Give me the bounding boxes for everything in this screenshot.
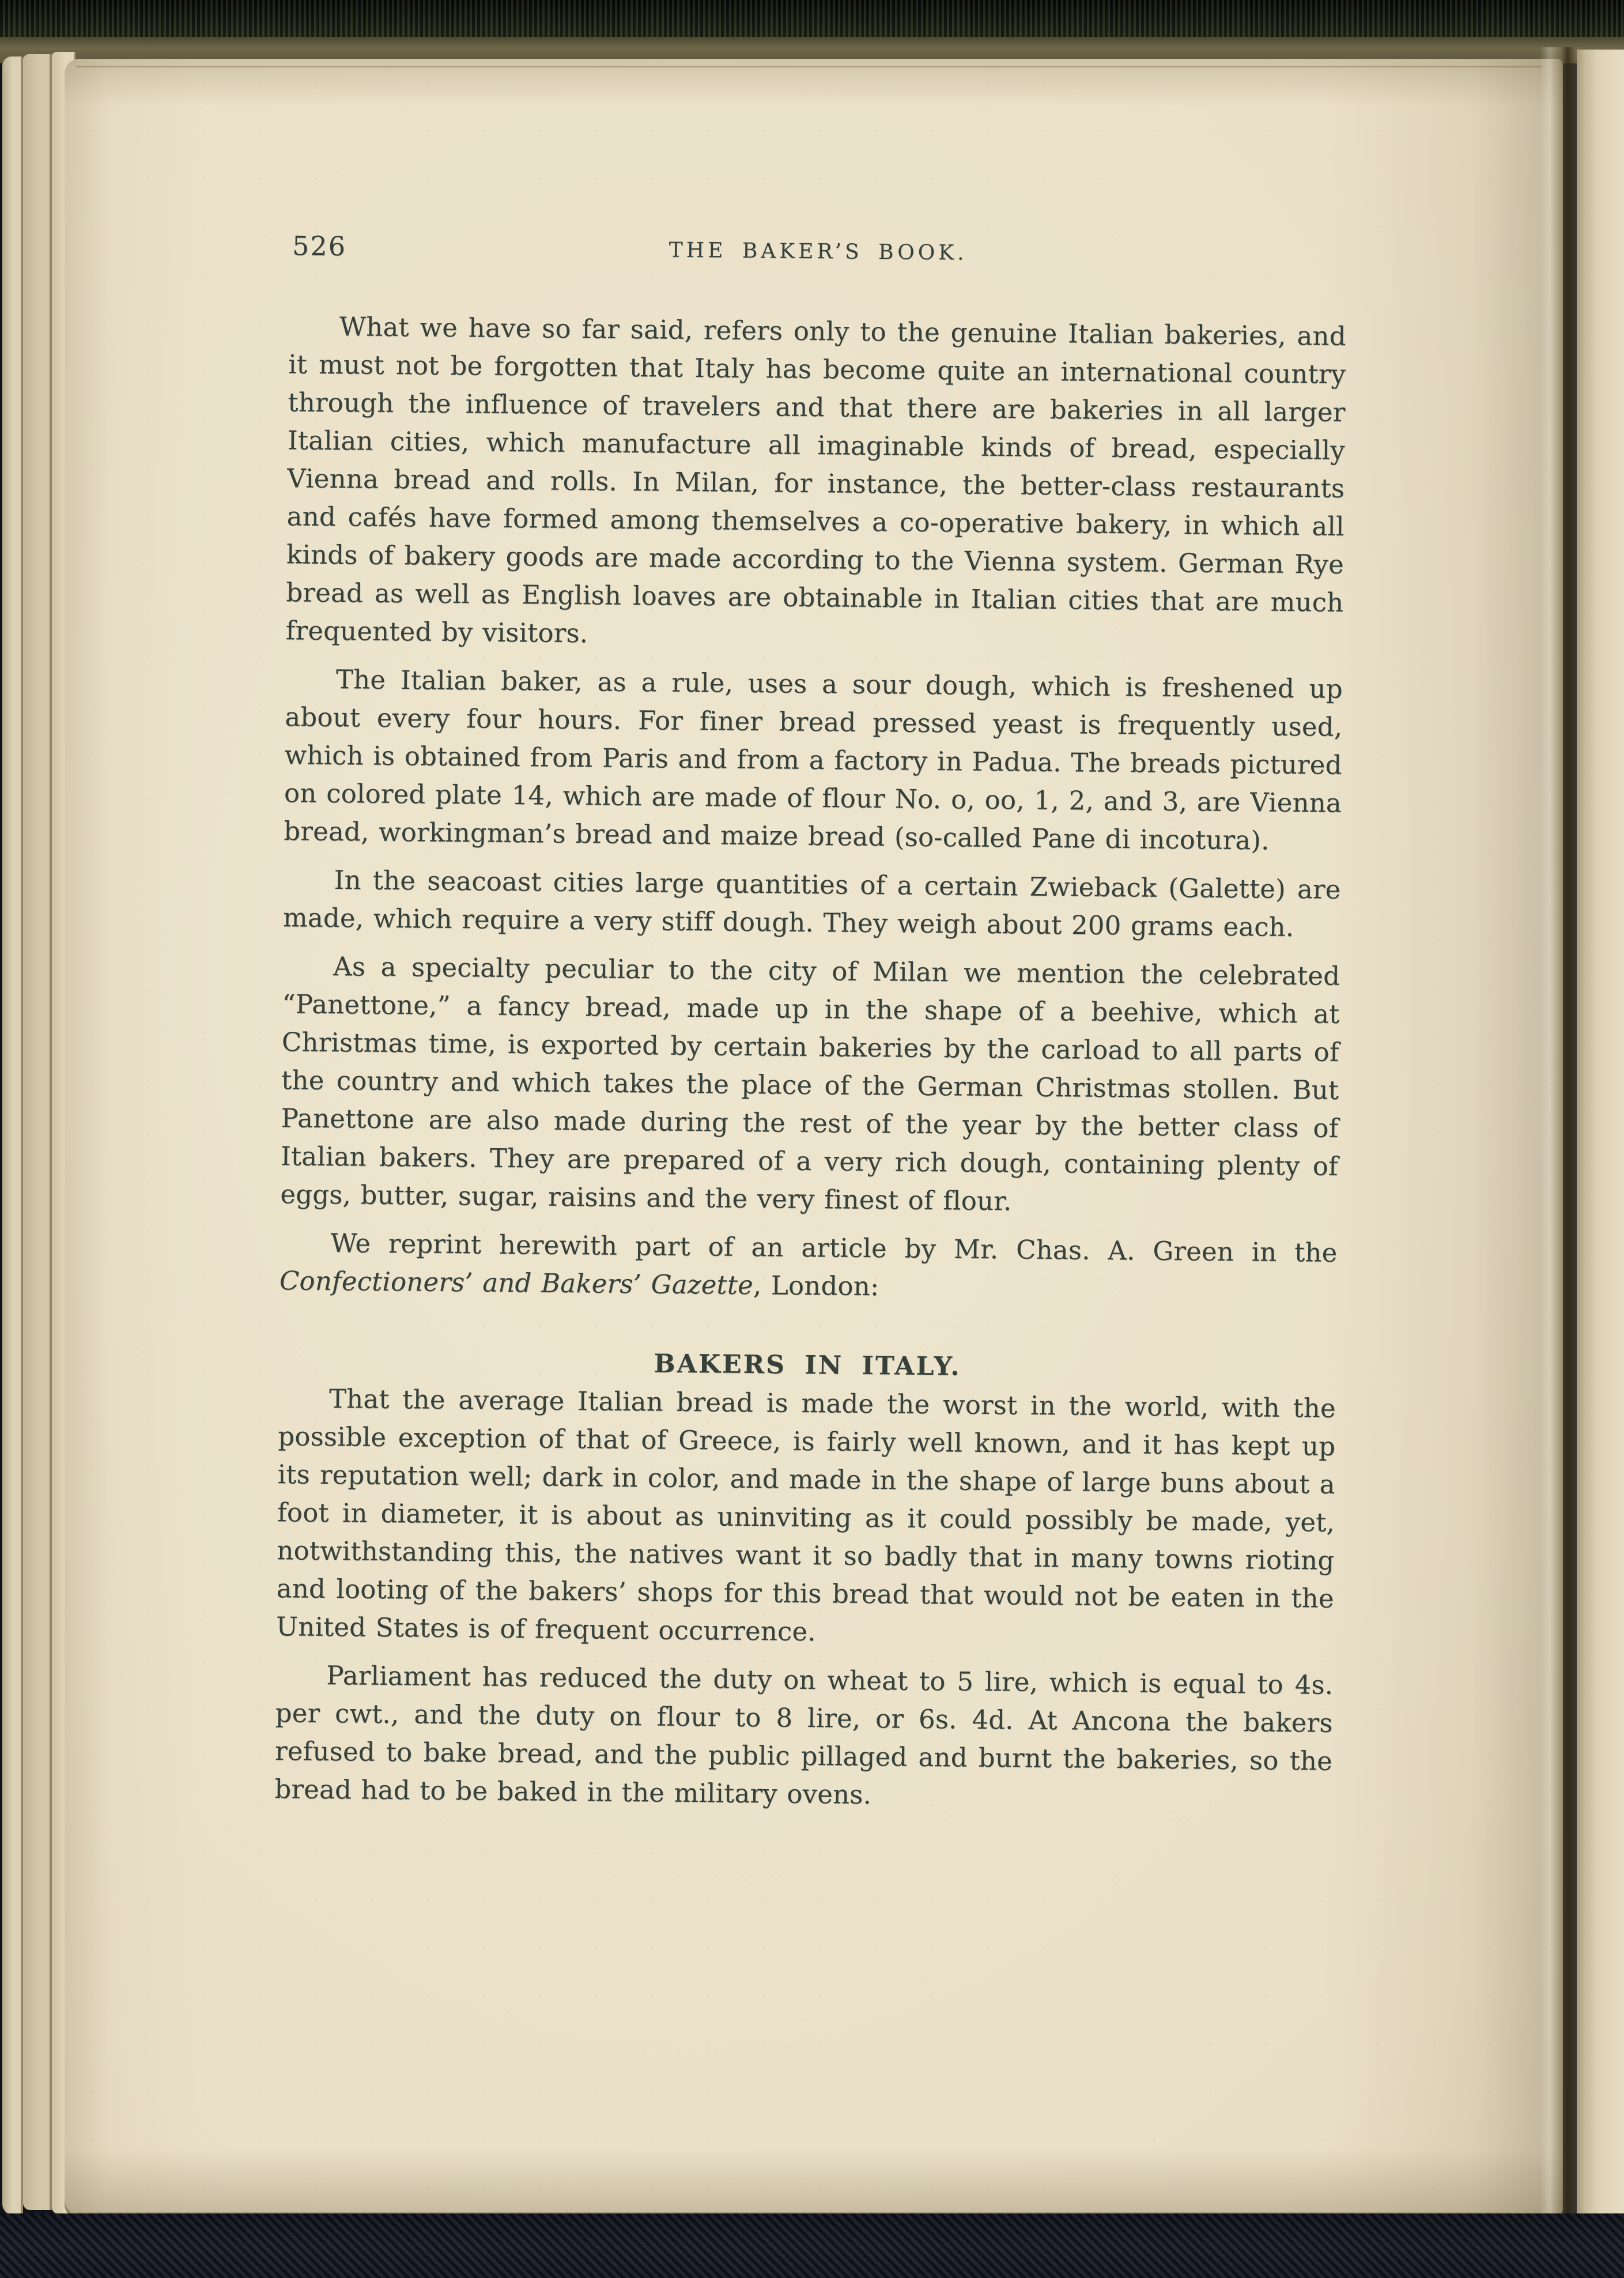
gazette-title-italic: Confectioners’ and Bakers’ Gazette [279, 1265, 754, 1301]
paragraph-reprint-note [280, 1224, 1338, 1310]
running-header: THE BAKER’S BOOK. [669, 238, 968, 265]
book-gutter-shadow [1540, 47, 1585, 2227]
page-number: 526 [292, 230, 347, 262]
paragraph-intro-2: The Italian baker, as a rule, uses a sour dough, which is freshened up about every four hours. For finer bread pressed yeast is frequently used, which is obtained from Paris and from a factory in Padua. The breads pictured on colored plate 14, which are made of flour No. o, oo, 1, 2, and 3, are Vienna bread, workingman’s bread and maize bread (so-called Pane di incotura). [284, 664, 1343, 856]
paragraph-section-2: Parliament has reduced the duty on wheat to 5 lire, which is equal to 4s. per cwt., and the duty on flour to 8 lire, or 6s. 4d. At Ancona the bakers refused to bake bread, and the public pillaged and burnt the bakeries, so the bread had to be baked in the military ovens. [274, 1660, 1334, 1811]
paragraph-section-1: That the average Italian bread is made the worst in the world, with the possible exception of that of Greece, is fairly well known, and it has kept up its reputation well; dark in color, and made in the shape of large buns about a foot in diameter, it is about as uninviting as it could possibly be made, yet, notwithstanding this, the natives want it so badly that in many towns rioting and looting of the bakers’ shops for this bread that would not be eaten in the United States is of frequent occurrence. [275, 1383, 1336, 1647]
page-fore-edge-stack-1 [2, 56, 23, 2215]
paragraph-intro-3: In the seacoast cities large quantities of a certain Zwieback (Galette) are made, which require a very stiff dough. They weigh about 200 grams each. [282, 865, 1341, 942]
book-binding-top-cloth [0, 0, 1624, 40]
body-text-column [274, 307, 1346, 1818]
paragraph-intro-4: As a specialty peculiar to the city of Milan we mention the celebrated “Panettone,” a fancy bread, made up in the shape of a beehive, which at Christmas time, is exported by certain bakeries by the carload to all parts of the country and which takes the place of the German Christmas stollen. But Panettone are also made during the rest of the year by the better class of Italian bakers. They are prepared of a very rich dough, containing plenty of eggs, butter, sugar, raisins and the very finest of flour. [280, 951, 1340, 1217]
book-binding-bottom-cloth [0, 2213, 1624, 2278]
section-title-bakers-in-italy: BAKERS IN ITALY. [654, 1349, 961, 1382]
book-page [65, 59, 1563, 2212]
paragraph-intro-1: What we have so far said, refers only to the genuine Italian bakeries, and it must not be forgotten that Italy has become quite an international country through the influence of travelers and that there are bakeries in all larger Italian cities, which manufacture all imaginable kinds of bread, especially Vienna bread and rolls. In Milan, for instance, the better-class restaurants and cafés have formed among themselves a co-operative bakery, in which all kinds of bakery goods are made according to the Vienna system. German Rye bread as well as English loaves are obtainable in Italian cities that are much frequented by visitors. [285, 311, 1347, 649]
printed-page-content [52, 52, 1572, 2220]
page-fore-edge-stack-2 [23, 54, 52, 2210]
reprint-note-lead: We reprint herewith part of an article by Mr. Chas. A. Green in the [330, 1227, 1338, 1268]
reprint-note-tail: , London: [753, 1270, 879, 1302]
